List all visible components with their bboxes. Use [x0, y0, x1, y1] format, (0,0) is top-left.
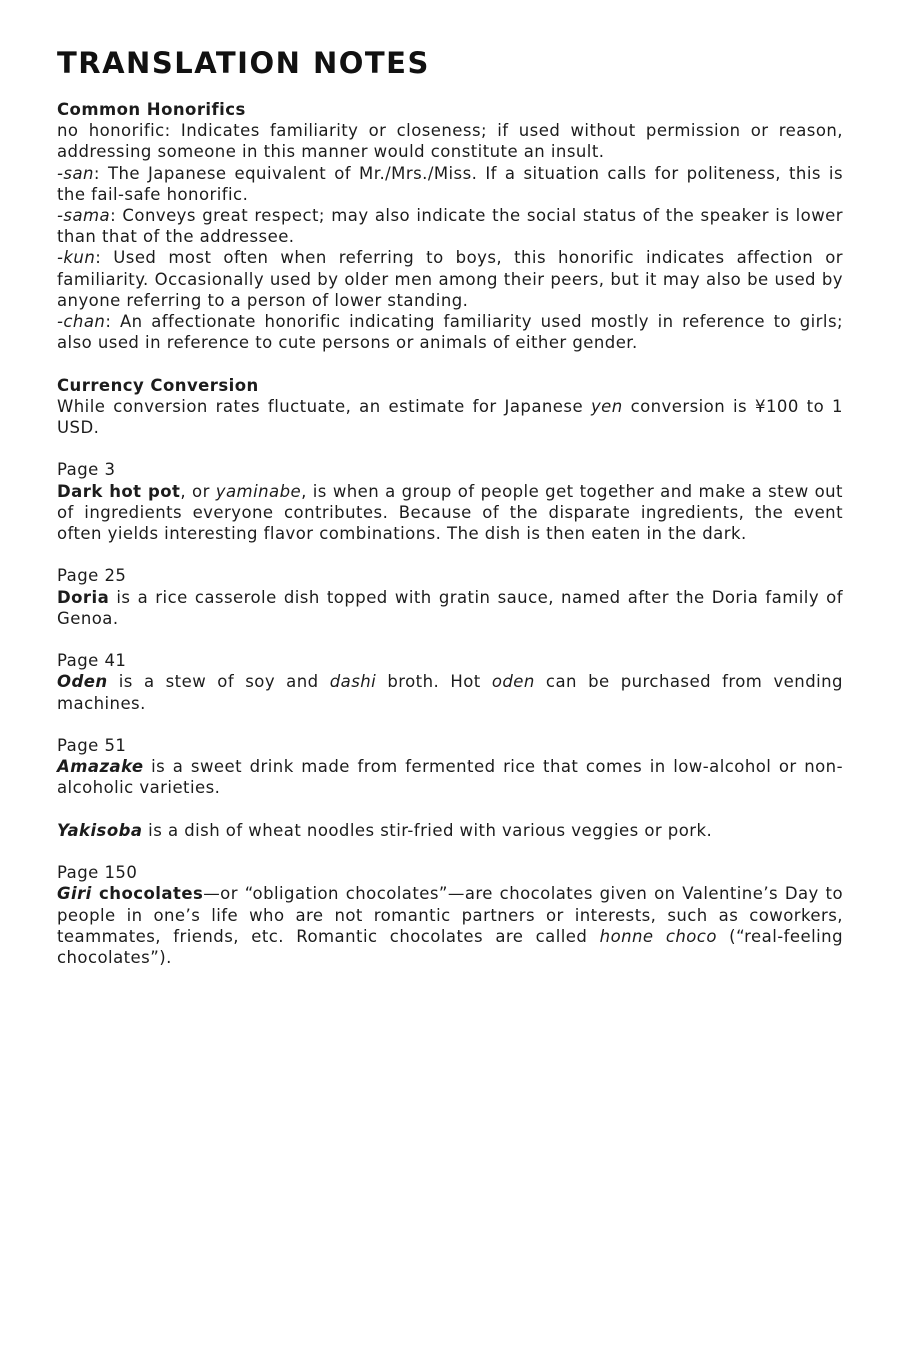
page-label: Page 3	[57, 460, 116, 480]
honorifics-section	[57, 99, 843, 353]
sama-definition: : Conveys great respect; may also indicate the social status of the speaker is lower than that of the addressee.	[57, 206, 843, 247]
sama-term: -sama	[57, 206, 111, 226]
note-text-a: is a dish of wheat noodles stir-fried with various veggies or pork.	[142, 820, 713, 840]
note-term: chocolates	[91, 884, 204, 904]
note-text-a: is a sweet drink made from fermented rice that comes in low-alcohol or non-alcoholic varieties.	[57, 757, 843, 798]
note-page-150	[57, 862, 843, 968]
note-term: Dark hot pot	[57, 481, 181, 501]
note-term: Amazake	[57, 757, 144, 777]
currency-text-b: conversion is ¥100 to 1 USD.	[57, 396, 843, 438]
note-page-25	[57, 565, 843, 629]
note-term: Oden	[57, 672, 108, 692]
note-term: Yakisoba	[57, 820, 143, 840]
chan-definition: : An affectionate honorific indicating familiarity used mostly in reference to girls; also used in reference to cute persons or animals of either gender.	[57, 312, 843, 353]
honorifics-heading: Common Honorifics	[57, 100, 246, 119]
note-text-a: is a stew of soy and	[107, 672, 330, 692]
note-italic: oden	[491, 672, 535, 692]
note-page-3	[57, 459, 843, 544]
note-term: Doria	[57, 587, 110, 607]
currency-text-a: While conversion rates fluctuate, an estimate for Japanese	[57, 396, 591, 416]
note-italic: honne choco	[599, 926, 717, 946]
note-page-41	[57, 650, 843, 714]
note-text-b: , is when a group of people get together and make a stew out of ingredients everyone contributes. Because of the disparate ingredients, the event often yields interesting flavor combinations. The dish is then eaten in the dark.	[57, 481, 843, 544]
note-text-a: —or “obligation chocolates”—are chocolates given on Valentine’s Day to people in one’s life who are not romantic partners or interests, such as coworkers, teammates, friends, etc. Romantic chocolates are called	[57, 884, 843, 946]
kun-term: -kun	[57, 248, 96, 268]
kun-definition: : Used most often when referring to boys, this honorific indicates affection or familiarity. Occasionally used by older men among their peers, but it may also be used by anyone referring to a person of lower standing.	[57, 248, 843, 310]
note-term: Giri	[57, 884, 92, 904]
page-label: Page 51	[57, 736, 127, 756]
note-text-b: (“real-feeling chocolates”).	[57, 926, 843, 968]
note-page-51	[57, 735, 843, 841]
note-text	[57, 671, 843, 713]
note-text	[57, 481, 843, 545]
currency-heading: Currency Conversion	[57, 375, 259, 395]
note-text	[57, 820, 843, 841]
spacer	[57, 544, 843, 565]
spacer	[57, 714, 843, 735]
spacer	[57, 629, 843, 650]
san-entry	[57, 163, 843, 205]
currency-section	[57, 375, 843, 439]
note-text	[57, 587, 843, 629]
note-text-c: can be purchased from vending machines.	[57, 672, 843, 713]
currency-text	[57, 396, 843, 438]
sama-entry	[57, 205, 843, 247]
spacer	[57, 841, 843, 862]
note-italic: yaminabe	[215, 481, 302, 501]
yen-term: yen	[590, 396, 623, 416]
note-text-a: , or	[180, 481, 216, 501]
kun-entry	[57, 247, 843, 311]
san-definition: : The Japanese equivalent of Mr./Mrs./Miss. If a situation calls for politeness, this is the fail-safe honorific.	[57, 163, 843, 204]
note-text-a: is a rice casserole dish topped with gratin sauce, named after the Doria family of Genoa.	[57, 587, 843, 628]
page-label: Page 25	[57, 566, 127, 586]
note-italic: dashi	[329, 672, 377, 692]
note-text	[57, 883, 843, 968]
chan-term: -chan	[57, 312, 106, 332]
page-label: Page 41	[57, 651, 127, 671]
no-honorific-entry: no honorific: Indicates familiarity or closeness; if used without permission or reason, addressing someone in this manner would constitute an insult.	[57, 121, 843, 162]
spacer	[57, 353, 843, 374]
chan-entry	[57, 311, 843, 353]
page-title: TRANSLATION NOTES	[57, 46, 430, 80]
spacer	[57, 438, 843, 459]
spacer	[57, 799, 843, 820]
san-term: -san	[57, 163, 94, 183]
note-text-b: broth. Hot	[376, 672, 492, 692]
page-label: Page 150	[57, 863, 138, 883]
note-text	[57, 756, 843, 798]
